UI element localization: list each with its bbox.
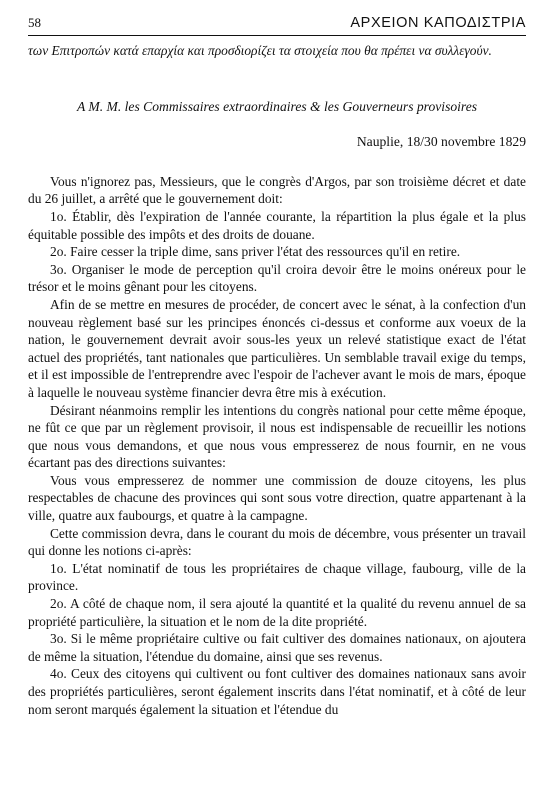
list-item: 1o. L'état nominatif de tous les propriétaires de chaque village, faubourg, ville de la province. bbox=[28, 560, 526, 594]
greek-intro-text: των Επιτροπών κατά επαρχία και προσδιορίζει τα στοιχεία που θα πρέπει να συλλεγούν. bbox=[28, 43, 492, 58]
list-item: 2o. A côté de chaque nom, il sera ajouté la quantité et la qualité du revenu annuel de sa propriété particulière, la situation et le nom de la dite propriété. bbox=[28, 596, 526, 629]
letter-dateline: Nauplie, 18/30 novembre 1829 bbox=[356, 134, 526, 150]
list-item: 4o. Ceux des citoyens qui cultivent ou font cultiver des domaines nationaux sans avoir des propriétés particulières, seront également inscrits dans l'état nominatif, et à côté de leur nom seront marqués également la situation et l'étendue du bbox=[28, 666, 526, 717]
list-item: 2o. Faire cesser la triple dime, sans priver l'état des ressources qu'il en retire. bbox=[50, 244, 461, 260]
paragraph: Vous n'ignorez pas, Messieurs, que le congrès d'Argos, par son troisième décret et date du 26 juillet, a arrêté que le gouvernement doit: bbox=[28, 173, 526, 207]
list-item: 3o. Organiser le mode de perception qu'il croira devoir être le moins onéreux pour le trésor et le moins gênant pour les citoyens. bbox=[28, 261, 526, 295]
page-content bbox=[28, 42, 526, 718]
page-number: 58 bbox=[28, 15, 41, 30]
list-item: 3o. Si le même propriétaire cultive ou fait cultiver des domaines nationaux, on ajoutera de même la situation, l'étendue du domaine, ainsi que ses revenus. bbox=[28, 631, 526, 664]
paragraph: Désirant néanmoins remplir les intentions du congrès national pour cette même époque, ne fût ce que par un règlement provisoir, il nous est indispensable de recueillir les notions que nous vous demandons, et que nous vous empresserez de nous fournir, en ne vous écartant pas des directions suivantes: bbox=[28, 402, 526, 471]
paragraph: Cette commission devra, dans le courant du mois de décembre, vous présenter un travail qui donne les notions ci-après: bbox=[28, 525, 526, 559]
paragraph: Vous vous empresserez de nommer une commission de douze citoyens, les plus respectables de chacune des provinces qui sont sous votre direction, quatre appartenant à la ville, quatre aux faubourgs, et quatre à la campagne. bbox=[28, 472, 526, 524]
list-item: 1o. Établir, dès l'expiration de l'année courante, la répartition la plus égale et la plus équitable possible des impôts et des droits de douane. bbox=[28, 208, 526, 242]
paragraph: Afin de se mettre en mesures de procéder, de concert avec le sénat, à la confection d'un nouveau règlement basé sur les principes énoncés ci-dessus et conforme aux voeux de la nation, le gouvernement devrait avoir sous-les yeux un relevé statistique exact de l'état actuel des propriétés, tant nationales que particulières. Un semblable travail exige du temps, et il est impossible de l'entreprendre avec l'espoir de l'achever avant le mois de mars, époque à laquelle le nouveau système financier devra être mis à exécution. bbox=[28, 296, 526, 400]
page-header bbox=[28, 6, 526, 36]
running-title: ΑΡΧΕΙΟΝ ΚΑΠΟΔΙΣΤΡΙΑ bbox=[350, 15, 526, 31]
letter-addressee: A M. M. les Commissaires extraordinaires & les Gouverneurs provisoires bbox=[76, 98, 478, 114]
